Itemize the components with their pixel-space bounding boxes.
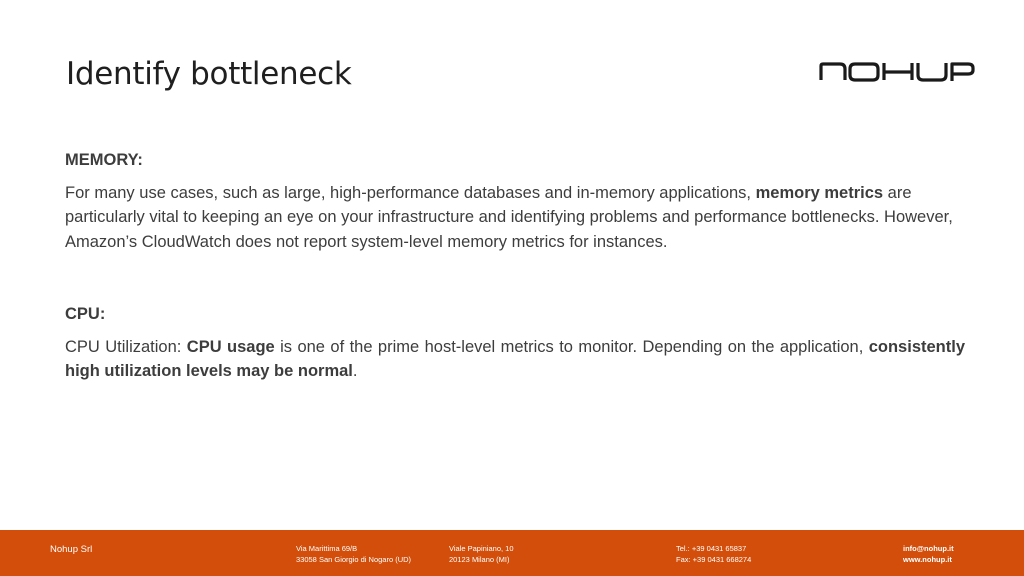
memory-paragraph: For many use cases, such as large, high-performance databases and in-memory applications, memory metrics are particularly vital to keeping an eye on your infrastructure and identifying problems and performance bottlenecks. However, Amazon’s CloudWatch does not report system-level memory metrics for instances.: [65, 183, 953, 251]
footer-address-1: Via Marittima 69/B 33058 San Giorgio di Nogaro (UD): [296, 544, 412, 564]
cpu-usage-bold: CPU usage: [186, 337, 275, 356]
memory-metrics-bold: memory metrics: [755, 183, 884, 202]
slide-content: [65, 148, 965, 384]
nohup-logo: [818, 62, 976, 82]
footer-address-2: Viale Papiniano, 10 20123 Milano (MI): [449, 544, 514, 564]
memory-heading: MEMORY:: [65, 151, 143, 169]
cpu-paragraph: CPU Utilization: CPU usage is one of the prime host-level metrics to monitor. Depending on the application, consistently high utilization levels may be normal.: [65, 337, 965, 380]
footer-bar: [0, 530, 1024, 576]
footer-phone: Tel.: +39 0431 65837 Fax: +39 0431 668274: [676, 544, 752, 564]
high-utilization-bold: consistently high utilization levels may be normal: [65, 337, 965, 380]
cpu-heading: CPU:: [65, 305, 106, 323]
footer-website[interactable]: www.nohup.it: [903, 554, 952, 564]
footer-contacts: [903, 544, 954, 565]
slide-title: Identify bottleneck: [66, 56, 352, 92]
footer-email[interactable]: info@nohup.it: [903, 544, 954, 553]
footer-company: Nohup Srl: [50, 544, 93, 555]
